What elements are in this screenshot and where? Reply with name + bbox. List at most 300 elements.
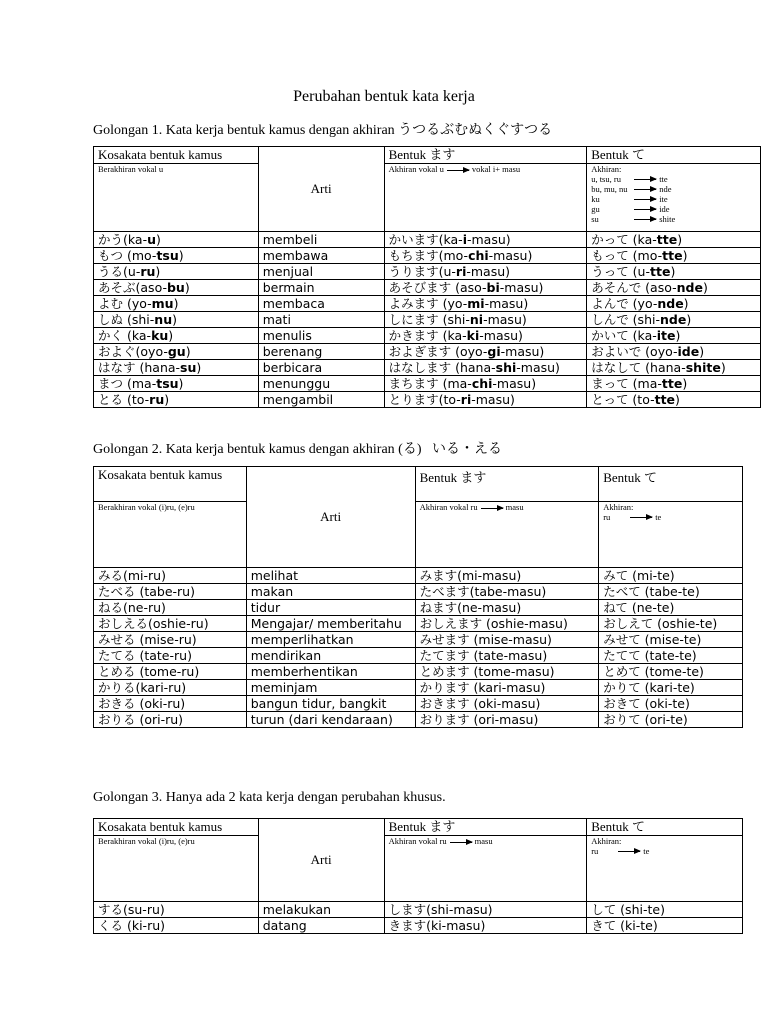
kosakata-jp: とる	[98, 392, 124, 407]
g3-masu-sub-from: Akhiran vokal ru	[388, 836, 447, 846]
masu-cell: みせます (mise-masu)	[415, 632, 599, 648]
table-row	[94, 648, 743, 664]
te-close: )	[683, 296, 689, 311]
kosakata-close: )	[156, 232, 161, 247]
g1-header-te: Bentuk て	[587, 147, 761, 164]
g1-header-te-sub	[587, 164, 761, 232]
kosakata-cell: おりる (ori-ru)	[94, 712, 247, 728]
te-cell	[587, 376, 761, 392]
masu-close: -masu)	[471, 392, 515, 407]
kosakata-jp: はなす	[98, 360, 136, 375]
te-cell	[587, 232, 761, 248]
te-ending: nde	[657, 296, 684, 311]
te-rule-from: su	[591, 214, 599, 224]
arti-cell: mati	[258, 312, 384, 328]
te-jp: もって	[591, 248, 629, 263]
g2-header-kosakata-sub: Berakhiran vokal (i)ru, (e)ru	[94, 502, 247, 568]
arti-cell: memperlihatkan	[246, 632, 415, 648]
masu-cell	[384, 248, 587, 264]
table-row	[94, 918, 743, 934]
kosakata-ending: bu	[166, 280, 185, 295]
masu-cell: みます(mi-masu)	[415, 568, 599, 584]
masu-romaji: (ka-	[438, 328, 467, 343]
table-row	[94, 392, 761, 408]
arti-cell: tidur	[246, 600, 415, 616]
masu-romaji: (shi-	[438, 312, 470, 327]
arti-cell: mengambil	[258, 392, 384, 408]
kosakata-cell	[94, 392, 259, 408]
te-cell: みせて (mise-te)	[599, 632, 743, 648]
kosakata-jp: うる	[98, 264, 124, 279]
te-jp: よんで	[591, 296, 629, 311]
kosakata-cell: とめる (tome-ru)	[94, 664, 247, 680]
masu-jp: もちます	[388, 248, 439, 263]
te-cell	[587, 248, 761, 264]
g2-te-akhiran-label: Akhiran:	[603, 502, 634, 512]
g1-header-masu-sub	[384, 164, 587, 232]
te-rule-from: u, tsu, ru	[591, 174, 621, 184]
table-row	[94, 264, 761, 280]
g2-header-kosakata: Kosakata bentuk kamus	[94, 467, 247, 502]
masu-cell	[384, 296, 587, 312]
te-cell: おしえて (oshie-te)	[599, 616, 743, 632]
te-ending: tte	[650, 264, 671, 279]
arti-cell: membawa	[258, 248, 384, 264]
te-cell	[587, 280, 761, 296]
kosakata-romaji: (ka-	[123, 328, 152, 343]
te-cell: みて (mi-te)	[599, 568, 743, 584]
te-rule-from: bu, mu, nu	[591, 184, 628, 194]
masu-romaji: (ka-	[438, 232, 463, 247]
te-cell	[587, 296, 761, 312]
masu-close: -masu)	[492, 376, 537, 391]
arti-cell: mendirikan	[246, 648, 415, 664]
table-row	[94, 680, 743, 696]
te-rule-to: tte	[659, 174, 668, 184]
masu-jp: よみます	[388, 296, 439, 311]
kosakata-cell	[94, 232, 259, 248]
masu-jp: まちます	[388, 376, 439, 391]
te-rule-to: shite	[659, 214, 676, 224]
table-row	[94, 696, 743, 712]
table-row	[94, 312, 761, 328]
kosakata-romaji: (u-	[123, 264, 141, 279]
masu-cell	[384, 392, 587, 408]
te-romaji: (ka-	[628, 328, 657, 343]
kosakata-cell: おきる (oki-ru)	[94, 696, 247, 712]
arti-cell: turun (dari kendaraan)	[246, 712, 415, 728]
te-ending: nde	[659, 312, 687, 327]
te-cell	[587, 264, 761, 280]
te-close: )	[675, 392, 680, 407]
g3-header-masu-sub	[384, 836, 587, 902]
arrow-right-icon	[634, 209, 656, 210]
arti-cell: melakukan	[258, 902, 384, 918]
te-jp: はなして	[591, 360, 642, 375]
te-rule	[591, 194, 756, 204]
g1-te-rules	[591, 174, 756, 224]
kosakata-ending: su	[180, 360, 197, 375]
te-close: )	[702, 280, 708, 295]
g1-header-kosakata-sub: Berakhiran vokal u	[94, 164, 259, 232]
arrow-right-icon	[634, 199, 656, 200]
table-row	[94, 664, 743, 680]
masu-romaji: (u-	[438, 264, 456, 279]
arti-cell: bermain	[258, 280, 384, 296]
masu-cell	[384, 280, 587, 296]
g2-header-te: Bentuk て	[599, 467, 743, 502]
te-cell	[587, 312, 761, 328]
te-rule-from: ku	[591, 194, 600, 204]
kosakata-jp: もつ	[98, 248, 124, 263]
arrow-right-icon	[634, 179, 656, 180]
arti-cell: Mengajar/ memberitahu	[246, 616, 415, 632]
kosakata-romaji: (yo-	[123, 296, 152, 311]
kosakata-ending: ru	[140, 264, 156, 279]
arrow-right-icon	[447, 170, 469, 171]
masu-cell	[384, 344, 587, 360]
te-ending: tte	[654, 392, 676, 407]
kosakata-romaji: (aso-	[135, 280, 167, 295]
masu-close: -masu)	[516, 360, 560, 375]
kosakata-ending: gu	[167, 344, 186, 359]
te-jp: かいて	[591, 328, 629, 343]
masu-jp: はなします	[388, 360, 452, 375]
g2-header-te-sub	[599, 502, 743, 568]
group3-heading: Golongan 3. Hanya ada 2 kata kerja dengan perubahan khusus.	[93, 790, 446, 805]
te-close: )	[720, 360, 726, 375]
g1-masu-sub-to: vokal i+ masu	[471, 164, 521, 174]
kosakata-close: )	[172, 312, 177, 327]
te-cell	[587, 360, 761, 376]
table-row	[94, 568, 743, 584]
kosakata-close: )	[178, 248, 184, 263]
masu-cell: します(shi-masu)	[384, 902, 587, 918]
table-row	[94, 232, 761, 248]
g3-te-akhiran-label: Akhiran:	[591, 836, 622, 846]
kosakata-ending: tsu	[156, 376, 179, 391]
arti-cell: melihat	[246, 568, 415, 584]
table-row	[94, 248, 761, 264]
masu-cell	[384, 312, 587, 328]
table-row	[94, 328, 761, 344]
kosakata-cell: おしえる(oshie-ru)	[94, 616, 247, 632]
group1-heading: Golongan 1. Kata kerja bentuk kamus dengan akhiran うつるぶむぬくぐすつる	[93, 123, 553, 138]
g1-masu-sub-from: Akhiran vokal u	[388, 164, 444, 174]
g2-masu-sub-from: Akhiran vokal ru	[419, 502, 478, 512]
g2-header-masu-sub	[415, 502, 599, 568]
te-jp: うって	[591, 264, 629, 279]
te-jp: とって	[591, 392, 629, 407]
kosakata-cell	[94, 312, 259, 328]
te-romaji: (hana-	[641, 360, 686, 375]
masu-cell	[384, 360, 587, 376]
masu-romaji: (mo-	[438, 248, 469, 263]
masu-ending: chi	[468, 248, 489, 263]
masu-jp: とります	[388, 392, 439, 407]
te-ending: nde	[676, 280, 703, 295]
masu-ending: ki	[466, 328, 480, 343]
kosakata-ending: ku	[151, 328, 169, 343]
table-row	[94, 280, 761, 296]
kosakata-romaji: (oyo-	[135, 344, 168, 359]
table-row	[94, 376, 761, 392]
masu-close: -masu)	[483, 312, 527, 327]
arti-cell: membeli	[258, 232, 384, 248]
kosakata-cell	[94, 296, 259, 312]
te-close: )	[682, 376, 688, 391]
table-row	[94, 296, 761, 312]
masu-cell	[384, 376, 587, 392]
arti-cell: meminjam	[246, 680, 415, 696]
table-row	[94, 584, 743, 600]
group2-heading-jp: いる・える	[432, 442, 503, 457]
te-rule	[591, 204, 756, 214]
masu-ending: gi	[487, 344, 501, 359]
kosakata-romaji: (ka-	[123, 232, 148, 247]
te-cell: して (shi-te)	[587, 902, 743, 918]
arti-cell: bangun tidur, bangkit	[246, 696, 415, 712]
te-rule	[591, 184, 756, 194]
te-cell	[587, 344, 761, 360]
te-jp: かって	[591, 232, 629, 247]
kosakata-romaji: (ma-	[123, 376, 157, 391]
te-cell	[587, 392, 761, 408]
masu-cell: とめます (tome-masu)	[415, 664, 599, 680]
table-row	[94, 712, 743, 728]
g3-masu-sub-to: masu	[474, 836, 493, 846]
masu-jp: かいます	[388, 232, 439, 247]
kosakata-jp: まつ	[98, 376, 124, 391]
g2-te-from: ru	[603, 512, 611, 522]
page-title: Perubahan bentuk kata kerja	[293, 88, 475, 105]
te-close: )	[670, 264, 676, 279]
kosakata-cell: みる(mi-ru)	[94, 568, 247, 584]
te-jp: まって	[591, 376, 629, 391]
table-row	[94, 632, 743, 648]
te-rule-to: nde	[659, 184, 672, 194]
te-romaji: (mo-	[628, 248, 663, 263]
te-ending: shite	[685, 360, 721, 375]
kosakata-cell	[94, 280, 259, 296]
masu-cell: たてます (tate-masu)	[415, 648, 599, 664]
table-row	[94, 600, 743, 616]
kosakata-romaji: (mo-	[123, 248, 157, 263]
group1-table	[93, 146, 761, 408]
masu-cell: たべます(tabe-masu)	[415, 584, 599, 600]
te-jp: およいで	[591, 344, 642, 359]
g2-masu-sub-to: masu	[505, 502, 524, 512]
masu-ending: bi	[486, 280, 500, 295]
g3-header-te: Bentuk て	[587, 819, 743, 836]
te-cell: きて (ki-te)	[587, 918, 743, 934]
g3-header-kosakata-sub: Berakhiran vokal (i)ru, (e)ru	[94, 836, 259, 902]
g1-te-akhiran-label: Akhiran:	[591, 164, 622, 174]
te-close: )	[686, 312, 692, 327]
arrow-right-icon	[630, 517, 652, 518]
g1-header-kosakata: Kosakata bentuk kamus	[94, 147, 259, 164]
te-close: )	[675, 328, 681, 343]
te-rule-to: ide	[659, 204, 670, 214]
kosakata-ending: mu	[151, 296, 174, 311]
masu-cell: おきます (oki-masu)	[415, 696, 599, 712]
masu-romaji: (ma-	[438, 376, 472, 391]
masu-close: -masu)	[488, 248, 533, 263]
masu-cell	[384, 232, 587, 248]
masu-jp: しにます	[388, 312, 439, 327]
kosakata-ending: nu	[154, 312, 173, 327]
te-romaji: (oyo-	[641, 344, 678, 359]
kosakata-cell: かりる(kari-ru)	[94, 680, 247, 696]
te-romaji: (yo-	[628, 296, 658, 311]
masu-ending: ri	[460, 392, 472, 407]
table-row	[94, 616, 743, 632]
te-close: )	[699, 344, 705, 359]
kosakata-close: )	[168, 328, 174, 343]
te-rule	[591, 214, 756, 224]
masu-cell: ねます(ne-masu)	[415, 600, 599, 616]
arrow-right-icon	[634, 219, 656, 220]
te-romaji: (ka-	[628, 232, 657, 247]
group2-table	[93, 466, 743, 728]
masu-jp: かきます	[388, 328, 439, 343]
te-romaji: (shi-	[628, 312, 660, 327]
masu-jp: あそびます	[388, 280, 452, 295]
te-romaji: (aso-	[641, 280, 677, 295]
kosakata-cell	[94, 328, 259, 344]
te-ending: tte	[662, 248, 683, 263]
arti-cell: menunggu	[258, 376, 384, 392]
kosakata-close: )	[185, 344, 191, 359]
masu-ending: shi	[495, 360, 517, 375]
kosakata-jp: よむ	[98, 296, 124, 311]
masu-close: -masu)	[479, 328, 523, 343]
masu-romaji: (aso-	[451, 280, 487, 295]
group2-heading	[93, 438, 502, 458]
te-romaji: (ma-	[628, 376, 662, 391]
table-row	[94, 360, 761, 376]
arti-cell: datang	[258, 918, 384, 934]
kosakata-ending: ru	[149, 392, 165, 407]
te-cell: かりて (kari-te)	[599, 680, 743, 696]
kosakata-romaji: (hana-	[135, 360, 181, 375]
kosakata-close: )	[164, 392, 170, 407]
kosakata-cell: ねる(ne-ru)	[94, 600, 247, 616]
te-romaji: (to-	[628, 392, 655, 407]
kosakata-jp: しぬ	[98, 312, 124, 327]
masu-close: -masu)	[466, 232, 511, 247]
te-rule	[591, 174, 756, 184]
kosakata-cell	[94, 376, 259, 392]
kosakata-close: )	[173, 296, 179, 311]
kosakata-cell: たてる (tate-ru)	[94, 648, 247, 664]
arti-cell: memberhentikan	[246, 664, 415, 680]
arrow-right-icon	[634, 189, 656, 190]
kosakata-cell	[94, 248, 259, 264]
g3-header-masu: Bentuk ます	[384, 819, 587, 836]
masu-ending: mi	[467, 296, 485, 311]
te-ending: ide	[677, 344, 700, 359]
kosakata-jp: あそぶ	[98, 280, 136, 295]
masu-ending: ni	[469, 312, 484, 327]
g3-header-te-sub	[587, 836, 743, 902]
kosakata-cell	[94, 344, 259, 360]
kosakata-cell: くる (ki-ru)	[94, 918, 259, 934]
masu-romaji: (oyo-	[451, 344, 488, 359]
g1-header-arti: Arti	[258, 147, 384, 232]
arti-cell: makan	[246, 584, 415, 600]
table-row	[94, 902, 743, 918]
te-cell: たべて (tabe-te)	[599, 584, 743, 600]
g1-header-masu: Bentuk ます	[384, 147, 587, 164]
te-cell: おきて (oki-te)	[599, 696, 743, 712]
kosakata-jp: およぐ	[98, 344, 136, 359]
masu-close: -masu)	[484, 296, 529, 311]
kosakata-close: )	[196, 360, 202, 375]
masu-cell: おしえます (oshie-masu)	[415, 616, 599, 632]
te-close: )	[682, 248, 688, 263]
kosakata-cell	[94, 360, 259, 376]
te-ending: tte	[661, 376, 683, 391]
te-jp: しんで	[591, 312, 629, 327]
g2-te-to: te	[655, 512, 662, 522]
kosakata-jp: かく	[98, 328, 124, 343]
kosakata-cell: みせる (mise-ru)	[94, 632, 247, 648]
kosakata-cell: する(su-ru)	[94, 902, 259, 918]
masu-jp: およぎます	[388, 344, 452, 359]
masu-cell	[384, 328, 587, 344]
te-cell: たてて (tate-te)	[599, 648, 743, 664]
masu-close: -masu)	[499, 280, 544, 295]
te-cell: おりて (ori-te)	[599, 712, 743, 728]
masu-cell: きます(ki-masu)	[384, 918, 587, 934]
masu-ending: chi	[471, 376, 493, 391]
arrow-right-icon	[450, 842, 472, 843]
arrow-right-icon	[618, 851, 640, 852]
kosakata-close: )	[184, 280, 190, 295]
arti-cell: berbicara	[258, 360, 384, 376]
masu-close: -masu)	[500, 344, 545, 359]
masu-cell: おります (ori-masu)	[415, 712, 599, 728]
kosakata-close: )	[155, 264, 161, 279]
te-ending: ite	[656, 328, 676, 343]
masu-romaji: (yo-	[438, 296, 468, 311]
arti-cell: menulis	[258, 328, 384, 344]
g2-header-arti: Arti	[246, 467, 415, 568]
kosakata-romaji: (to-	[123, 392, 150, 407]
masu-cell	[384, 264, 587, 280]
masu-jp: うります	[388, 264, 439, 279]
g3-header-arti: Arti	[258, 819, 384, 902]
kosakata-cell	[94, 264, 259, 280]
te-cell: とめて (tome-te)	[599, 664, 743, 680]
te-cell: ねて (ne-te)	[599, 600, 743, 616]
kosakata-close: )	[178, 376, 184, 391]
kosakata-jp: かう	[98, 232, 124, 247]
arti-cell: menjual	[258, 264, 384, 280]
arrow-right-icon	[481, 508, 503, 509]
group3-table	[93, 818, 743, 934]
g2-header-masu: Bentuk ます	[415, 467, 599, 502]
te-rule-from: gu	[591, 204, 600, 214]
te-ending: tte	[656, 232, 678, 247]
te-close: )	[677, 232, 683, 247]
masu-close: -masu)	[466, 264, 511, 279]
arti-cell: berenang	[258, 344, 384, 360]
kosakata-cell: たべる (tabe-ru)	[94, 584, 247, 600]
masu-cell: かります (kari-masu)	[415, 680, 599, 696]
te-rule-to: ite	[659, 194, 668, 204]
